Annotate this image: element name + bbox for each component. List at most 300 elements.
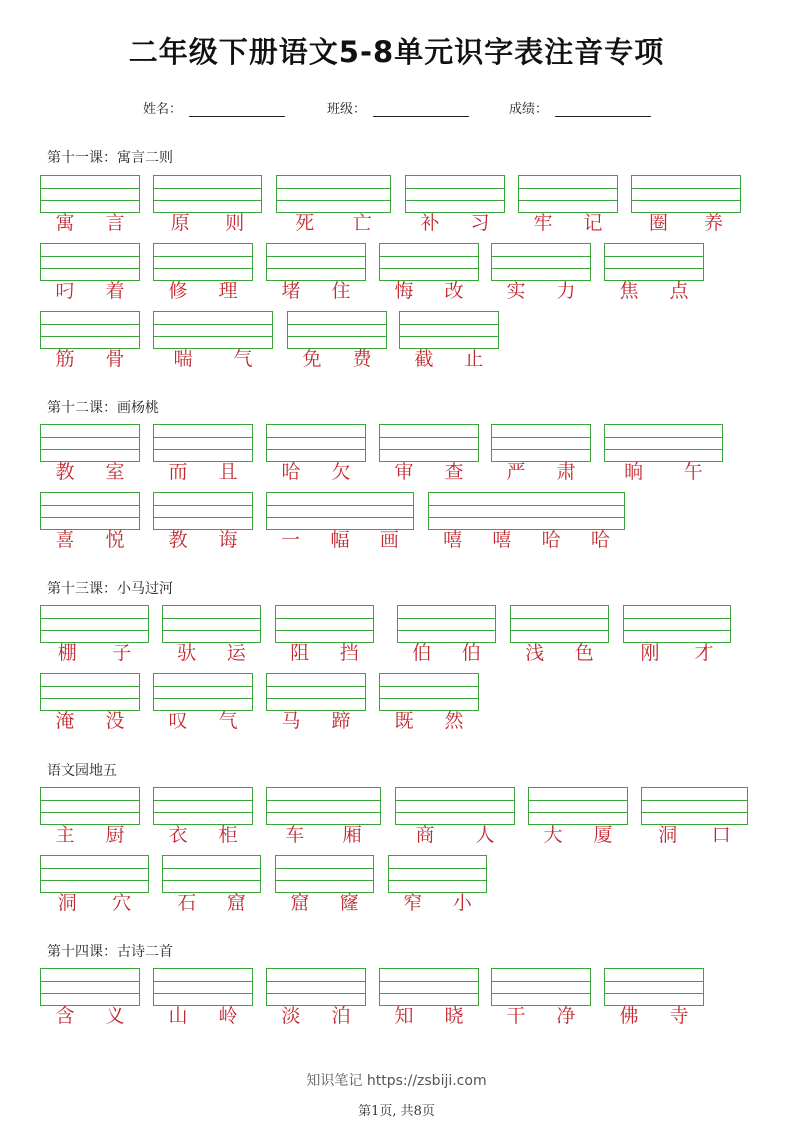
pinyin-guide-line: [605, 268, 703, 269]
hanzi-character: 原: [170, 212, 190, 234]
pinyin-guide-line: [163, 880, 260, 881]
pinyin-guide-line: [389, 880, 486, 881]
vocab-word: [40, 528, 140, 552]
hanzi-character: 窟: [290, 892, 310, 914]
pinyin-guide-line: [154, 686, 252, 687]
pinyin-guide-line: [154, 993, 252, 994]
hanzi-character: 洞: [658, 824, 678, 846]
pinyin-guide-line: [267, 268, 365, 269]
pinyin-guide-line: [380, 981, 478, 982]
vocab-word: [379, 709, 479, 733]
pinyin-guide-line: [41, 800, 139, 801]
hanzi-character: 窄: [403, 892, 423, 914]
name-blank-line[interactable]: [189, 116, 285, 117]
pinyin-guide-line: [492, 981, 590, 982]
pinyin-writing-box[interactable]: [604, 968, 704, 1006]
hanzi-character: 车: [285, 824, 305, 846]
hanzi-character: 洞: [57, 892, 77, 914]
pinyin-guide-line: [154, 256, 252, 257]
vocab-word: [153, 709, 253, 733]
hanzi-character: 既: [394, 710, 414, 732]
pinyin-guide-line: [396, 800, 514, 801]
pinyin-guide-line: [154, 200, 261, 201]
pinyin-writing-box[interactable]: [153, 175, 262, 213]
pinyin-guide-line: [41, 686, 139, 687]
pinyin-writing-box[interactable]: [491, 424, 591, 462]
pinyin-guide-line: [154, 449, 252, 450]
hanzi-character: 寓: [55, 212, 75, 234]
hanzi-character: 哈: [281, 461, 301, 483]
pinyin-guide-line: [529, 812, 627, 813]
pinyin-guide-line: [267, 993, 365, 994]
hanzi-character: 记: [583, 212, 603, 234]
vocab-word: [266, 279, 366, 303]
pinyin-writing-box[interactable]: [428, 492, 625, 530]
pinyin-guide-line: [276, 630, 373, 631]
vocab-word: [399, 347, 499, 371]
pinyin-guide-line: [380, 993, 478, 994]
hanzi-character: 圈: [648, 212, 668, 234]
hanzi-character: 马: [281, 710, 301, 732]
hanzi-character: 喘: [173, 348, 193, 370]
hanzi-character: 午: [683, 461, 703, 483]
vocab-word: [162, 641, 261, 665]
vocab-word: [395, 823, 515, 847]
pinyin-guide-line: [492, 449, 590, 450]
pinyin-writing-box[interactable]: [528, 787, 628, 825]
pinyin-guide-line: [605, 437, 722, 438]
hanzi-character: 寺: [669, 1005, 689, 1027]
vocab-word: [40, 460, 140, 484]
pinyin-guide-line: [396, 812, 514, 813]
pinyin-guide-line: [511, 630, 608, 631]
vocab-word: [604, 460, 723, 484]
footer-page-number: 第1页, 共8页: [358, 1104, 435, 1119]
vocab-word: [40, 823, 140, 847]
pinyin-writing-box[interactable]: [491, 243, 591, 281]
hanzi-character: 挡: [339, 642, 359, 664]
pinyin-guide-line: [267, 698, 365, 699]
class-field: [327, 98, 366, 122]
pinyin-writing-box[interactable]: [153, 673, 253, 711]
pinyin-guide-line: [41, 200, 139, 201]
pinyin-writing-box[interactable]: [40, 855, 149, 893]
pinyin-writing-box[interactable]: [266, 673, 366, 711]
hanzi-character: 实: [506, 280, 526, 302]
pinyin-guide-line: [519, 188, 617, 189]
hanzi-character: 费: [352, 348, 372, 370]
hanzi-character: 主: [55, 824, 75, 846]
hanzi-character: 免: [302, 348, 322, 370]
hanzi-character: 死: [295, 212, 315, 234]
hanzi-character: 一: [281, 529, 301, 551]
hanzi-character: 柜: [218, 824, 238, 846]
page-title: 二年级下册语文5-8单元识字表注音专项: [128, 35, 665, 69]
pinyin-guide-line: [605, 993, 703, 994]
pinyin-guide-line: [41, 256, 139, 257]
vocab-word: [266, 460, 366, 484]
pinyin-guide-line: [492, 256, 590, 257]
hanzi-character: 晌: [624, 461, 644, 483]
pinyin-guide-line: [41, 188, 139, 189]
hanzi-character: 叹: [168, 710, 188, 732]
hanzi-character: 子: [112, 642, 132, 664]
hanzi-character: 气: [233, 348, 253, 370]
pinyin-writing-box[interactable]: [266, 968, 366, 1006]
hanzi-character: 人: [475, 824, 495, 846]
hanzi-character: 岭: [218, 1005, 238, 1027]
pinyin-guide-line: [380, 437, 478, 438]
vocab-word: [153, 823, 253, 847]
hanzi-character: 肃: [556, 461, 576, 483]
pinyin-guide-line: [406, 188, 504, 189]
pinyin-writing-box[interactable]: [379, 968, 479, 1006]
pinyin-writing-box[interactable]: [40, 605, 149, 643]
pinyin-guide-line: [154, 505, 252, 506]
hanzi-character: 画: [379, 529, 399, 551]
pinyin-writing-box[interactable]: [153, 787, 253, 825]
pinyin-guide-line: [163, 630, 260, 631]
pinyin-guide-line: [529, 800, 627, 801]
pinyin-writing-box[interactable]: [604, 243, 704, 281]
score-field: [509, 98, 548, 122]
pinyin-guide-line: [154, 812, 252, 813]
hanzi-character: 佛: [619, 1005, 639, 1027]
pinyin-writing-box[interactable]: [40, 175, 140, 213]
pinyin-guide-line: [406, 200, 504, 201]
hanzi-character: 哈: [590, 529, 610, 551]
pinyin-guide-line: [41, 698, 139, 699]
hanzi-character: 衣: [168, 824, 188, 846]
vocab-word: [491, 460, 591, 484]
pinyin-guide-line: [41, 505, 139, 506]
hanzi-character: 浅: [525, 642, 545, 664]
hanzi-character: 牢: [533, 212, 553, 234]
pinyin-guide-line: [267, 256, 365, 257]
pinyin-writing-box[interactable]: [162, 855, 261, 893]
pinyin-guide-line: [154, 437, 252, 438]
vocab-word: [379, 279, 479, 303]
pinyin-writing-box[interactable]: [153, 968, 253, 1006]
pinyin-writing-box[interactable]: [153, 243, 253, 281]
hanzi-character: 厨: [105, 824, 125, 846]
class-label: 班级：: [327, 102, 367, 117]
hanzi-character: 嘻: [492, 529, 512, 551]
name-field: [143, 98, 182, 122]
pinyin-writing-box[interactable]: [40, 424, 140, 462]
vocab-word: [40, 1004, 140, 1028]
hanzi-character: 义: [105, 1005, 125, 1027]
hanzi-character: 诲: [218, 529, 238, 551]
pinyin-guide-line: [41, 812, 139, 813]
pinyin-writing-box[interactable]: [379, 424, 479, 462]
pinyin-writing-box[interactable]: [266, 243, 366, 281]
hanzi-character: 窟: [226, 892, 246, 914]
vocab-word: [287, 347, 387, 371]
pinyin-writing-box[interactable]: [623, 605, 731, 643]
hanzi-character: 棚: [57, 642, 77, 664]
hanzi-character: 且: [218, 461, 238, 483]
hanzi-character: 山: [168, 1005, 188, 1027]
vocab-word: [40, 347, 140, 371]
pinyin-writing-box[interactable]: [153, 492, 253, 530]
hanzi-character: 养: [703, 212, 723, 234]
hanzi-character: 窿: [339, 892, 359, 914]
vocab-word: [153, 1004, 253, 1028]
hanzi-character: 厢: [342, 824, 362, 846]
pinyin-guide-line: [380, 268, 478, 269]
hanzi-character: 教: [55, 461, 75, 483]
vocab-word: [623, 641, 731, 665]
vocab-word: [40, 891, 149, 915]
hanzi-character: 伯: [461, 642, 481, 664]
pinyin-guide-line: [429, 505, 624, 506]
pinyin-writing-box[interactable]: [40, 311, 140, 349]
pinyin-writing-box[interactable]: [388, 855, 487, 893]
pinyin-writing-box[interactable]: [287, 311, 387, 349]
pinyin-guide-line: [154, 517, 252, 518]
vocab-word: [266, 1004, 366, 1028]
pinyin-guide-line: [41, 993, 139, 994]
pinyin-guide-line: [642, 812, 747, 813]
hanzi-character: 驮: [177, 642, 197, 664]
pinyin-guide-line: [41, 618, 148, 619]
pinyin-guide-line: [277, 188, 390, 189]
vocab-word: [40, 211, 140, 235]
hanzi-character: 理: [218, 280, 238, 302]
vocab-word: [40, 279, 140, 303]
hanzi-character: 哈: [541, 529, 561, 551]
hanzi-character: 教: [168, 529, 188, 551]
hanzi-character: 知: [394, 1005, 414, 1027]
vocab-word: [631, 211, 741, 235]
pinyin-guide-line: [632, 200, 740, 201]
pinyin-writing-box[interactable]: [379, 243, 479, 281]
pinyin-writing-box[interactable]: [40, 243, 140, 281]
pinyin-guide-line: [41, 981, 139, 982]
vocab-word: [491, 279, 591, 303]
pinyin-guide-line: [398, 630, 495, 631]
vocab-word: [153, 528, 253, 552]
pinyin-guide-line: [41, 880, 148, 881]
pinyin-writing-box[interactable]: [405, 175, 505, 213]
pinyin-guide-line: [41, 268, 139, 269]
section-title: 第十二课：画杨桃: [47, 400, 159, 416]
hanzi-character: 晓: [444, 1005, 464, 1027]
pinyin-guide-line: [267, 686, 365, 687]
pinyin-writing-box[interactable]: [631, 175, 741, 213]
vocab-word: [379, 1004, 479, 1028]
pinyin-writing-box[interactable]: [641, 787, 748, 825]
pinyin-writing-box[interactable]: [40, 968, 140, 1006]
pinyin-guide-line: [154, 324, 272, 325]
section-title: 第十三课：小马过河: [47, 581, 173, 597]
hanzi-character: 气: [218, 710, 238, 732]
pinyin-guide-line: [41, 517, 139, 518]
hanzi-character: 着: [105, 280, 125, 302]
vocab-word: [153, 211, 262, 235]
hanzi-character: 喜: [55, 529, 75, 551]
pinyin-writing-box[interactable]: [266, 424, 366, 462]
pinyin-writing-box[interactable]: [40, 673, 140, 711]
hanzi-character: 然: [444, 710, 464, 732]
pinyin-guide-line: [605, 449, 722, 450]
hanzi-character: 干: [506, 1005, 526, 1027]
hanzi-character: 刚: [640, 642, 660, 664]
pinyin-guide-line: [267, 517, 413, 518]
pinyin-guide-line: [154, 188, 261, 189]
vocab-word: [491, 1004, 591, 1028]
vocab-word: [379, 460, 479, 484]
section-title: 语文园地五: [47, 763, 117, 779]
hanzi-character: 修: [168, 280, 188, 302]
pinyin-writing-box[interactable]: [266, 787, 381, 825]
hanzi-character: 色: [574, 642, 594, 664]
pinyin-guide-line: [492, 268, 590, 269]
vocab-word: [510, 641, 609, 665]
vocab-word: [153, 279, 253, 303]
hanzi-character: 骨: [105, 348, 125, 370]
pinyin-guide-line: [41, 449, 139, 450]
hanzi-character: 力: [556, 280, 576, 302]
vocab-word: [388, 891, 487, 915]
hanzi-character: 点: [669, 280, 689, 302]
hanzi-character: 净: [556, 1005, 576, 1027]
pinyin-guide-line: [163, 618, 260, 619]
hanzi-character: 止: [464, 348, 484, 370]
pinyin-writing-box[interactable]: [395, 787, 515, 825]
pinyin-guide-line: [519, 200, 617, 201]
pinyin-writing-box[interactable]: [399, 311, 499, 349]
score-label: 成绩：: [509, 102, 549, 117]
hanzi-character: 悦: [105, 529, 125, 551]
pinyin-guide-line: [605, 981, 703, 982]
pinyin-guide-line: [41, 868, 148, 869]
vocab-word: [266, 709, 366, 733]
pinyin-guide-line: [492, 993, 590, 994]
vocab-word: [266, 823, 381, 847]
pinyin-writing-box[interactable]: [510, 605, 609, 643]
pinyin-writing-box[interactable]: [276, 175, 391, 213]
vocab-word: [162, 891, 261, 915]
vocab-word: [40, 709, 140, 733]
pinyin-guide-line: [380, 686, 478, 687]
pinyin-guide-line: [267, 981, 365, 982]
pinyin-writing-box[interactable]: [604, 424, 723, 462]
vocab-word: [153, 347, 273, 371]
pinyin-writing-box[interactable]: [153, 424, 253, 462]
pinyin-writing-box[interactable]: [266, 492, 414, 530]
pinyin-guide-line: [41, 336, 139, 337]
vocab-word: [266, 528, 414, 552]
hanzi-character: 小: [452, 892, 472, 914]
pinyin-guide-line: [41, 324, 139, 325]
hanzi-character: 严: [506, 461, 526, 483]
hanzi-character: 伯: [412, 642, 432, 664]
vocab-word: [428, 528, 625, 552]
pinyin-writing-box[interactable]: [40, 492, 140, 530]
pinyin-writing-box[interactable]: [275, 855, 374, 893]
pinyin-guide-line: [267, 437, 365, 438]
hanzi-character: 审: [394, 461, 414, 483]
class-blank-line[interactable]: [373, 116, 469, 117]
pinyin-writing-box[interactable]: [153, 311, 273, 349]
hanzi-character: 大: [543, 824, 563, 846]
vocab-word: [40, 641, 149, 665]
pinyin-guide-line: [398, 618, 495, 619]
pinyin-writing-box[interactable]: [162, 605, 261, 643]
pinyin-writing-box[interactable]: [518, 175, 618, 213]
pinyin-guide-line: [154, 268, 252, 269]
pinyin-guide-line: [267, 449, 365, 450]
pinyin-guide-line: [276, 618, 373, 619]
hanzi-character: 叼: [55, 280, 75, 302]
hanzi-character: 淹: [55, 710, 75, 732]
pinyin-guide-line: [276, 880, 373, 881]
pinyin-guide-line: [277, 200, 390, 201]
hanzi-character: 口: [711, 824, 731, 846]
pinyin-guide-line: [632, 188, 740, 189]
pinyin-guide-line: [642, 800, 747, 801]
hanzi-character: 商: [415, 824, 435, 846]
pinyin-guide-line: [163, 868, 260, 869]
pinyin-writing-box[interactable]: [397, 605, 496, 643]
hanzi-character: 穴: [112, 892, 132, 914]
pinyin-guide-line: [492, 437, 590, 438]
score-blank-line[interactable]: [555, 116, 651, 117]
hanzi-character: 习: [470, 212, 490, 234]
pinyin-guide-line: [288, 324, 386, 325]
pinyin-guide-line: [288, 336, 386, 337]
pinyin-guide-line: [267, 812, 380, 813]
hanzi-character: 厦: [593, 824, 613, 846]
pinyin-guide-line: [605, 256, 703, 257]
pinyin-guide-line: [511, 618, 608, 619]
hanzi-character: 悔: [394, 280, 414, 302]
hanzi-character: 泊: [331, 1005, 351, 1027]
hanzi-character: 室: [105, 461, 125, 483]
pinyin-guide-line: [154, 336, 272, 337]
pinyin-writing-box[interactable]: [275, 605, 374, 643]
pinyin-writing-box[interactable]: [491, 968, 591, 1006]
name-label: 姓名：: [143, 102, 183, 117]
hanzi-character: 淡: [281, 1005, 301, 1027]
pinyin-writing-box[interactable]: [40, 787, 140, 825]
footer-site: 知识笔记 https://zsbiji.com: [306, 1073, 487, 1089]
pinyin-guide-line: [154, 981, 252, 982]
hanzi-character: 含: [55, 1005, 75, 1027]
hanzi-character: 查: [444, 461, 464, 483]
vocab-word: [276, 211, 391, 235]
pinyin-guide-line: [41, 630, 148, 631]
hanzi-character: 筋: [55, 348, 75, 370]
hanzi-character: 截: [414, 348, 434, 370]
hanzi-character: 幅: [330, 529, 350, 551]
pinyin-guide-line: [380, 449, 478, 450]
pinyin-guide-line: [389, 868, 486, 869]
hanzi-character: 蹄: [331, 710, 351, 732]
hanzi-character: 言: [105, 212, 125, 234]
hanzi-character: 才: [694, 642, 714, 664]
hanzi-character: 补: [420, 212, 440, 234]
hanzi-character: 运: [226, 642, 246, 664]
pinyin-guide-line: [624, 618, 730, 619]
hanzi-character: 没: [105, 710, 125, 732]
vocab-word: [275, 891, 374, 915]
hanzi-character: 而: [168, 461, 188, 483]
pinyin-writing-box[interactable]: [379, 673, 479, 711]
pinyin-guide-line: [400, 324, 498, 325]
